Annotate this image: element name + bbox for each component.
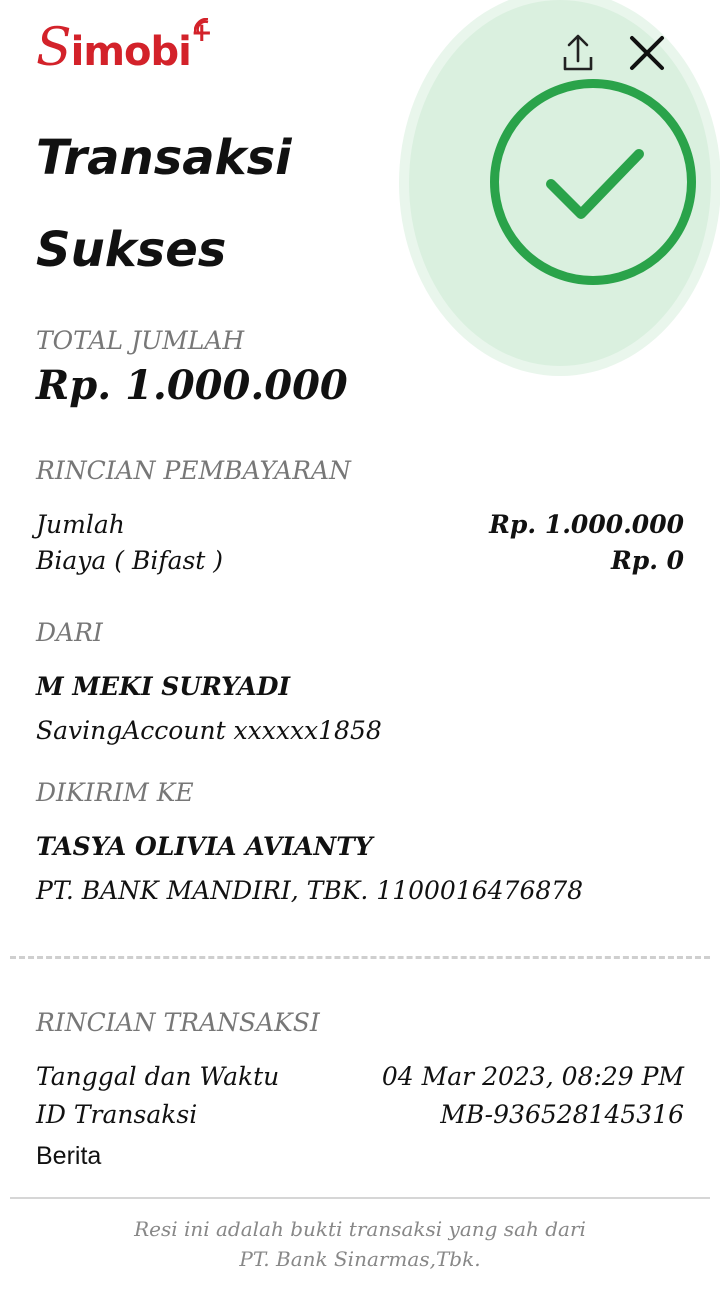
total-label: TOTAL JUMLAH bbox=[36, 326, 245, 355]
close-button[interactable] bbox=[625, 31, 669, 75]
payment-details-label: RINCIAN PEMBAYARAN bbox=[36, 456, 351, 485]
receipt-note: Resi ini adalah bukti transaksi yang sah dari PT. Bank Sinarmas,Tbk. bbox=[134, 1217, 586, 1271]
to-label: DIKIRIM KE bbox=[36, 778, 194, 807]
transaction-row-datetime: Tanggal dan Waktu 04 Mar 2023, 08:29 PM bbox=[36, 1062, 684, 1091]
total-amount: Rp. 1.000.000 bbox=[36, 362, 348, 409]
sender-account: SavingAccount xxxxxx1858 bbox=[36, 716, 382, 745]
recipient-bank: PT. BANK MANDIRI, TBK. 1100016476878 bbox=[36, 876, 584, 905]
transaction-row-message: Berita bbox=[36, 1142, 102, 1170]
transaction-details-label: RINCIAN TRANSAKSI bbox=[36, 1008, 320, 1037]
payment-row-amount: Jumlah Rp. 1.000.000 bbox=[36, 510, 684, 539]
simobi-logo: Simobi+ bbox=[36, 18, 212, 78]
sender-name: M MEKI SURYADI bbox=[36, 672, 291, 701]
recipient-name: TASYA OLIVIA AVIANTY bbox=[36, 832, 373, 861]
success-check-icon bbox=[490, 79, 696, 285]
payment-row-fee: Biaya ( Bifast ) Rp. 0 bbox=[36, 546, 684, 575]
from-label: DARI bbox=[36, 618, 103, 647]
signal-icon bbox=[194, 18, 216, 40]
share-button[interactable] bbox=[556, 31, 600, 75]
footer-divider bbox=[10, 1197, 710, 1199]
page-title: Transaksi Sukses bbox=[36, 130, 292, 278]
share-icon bbox=[561, 33, 595, 73]
transaction-row-id: ID Transaksi MB-936528145316 bbox=[36, 1100, 684, 1129]
close-icon bbox=[628, 34, 666, 72]
dashed-divider bbox=[10, 956, 710, 959]
